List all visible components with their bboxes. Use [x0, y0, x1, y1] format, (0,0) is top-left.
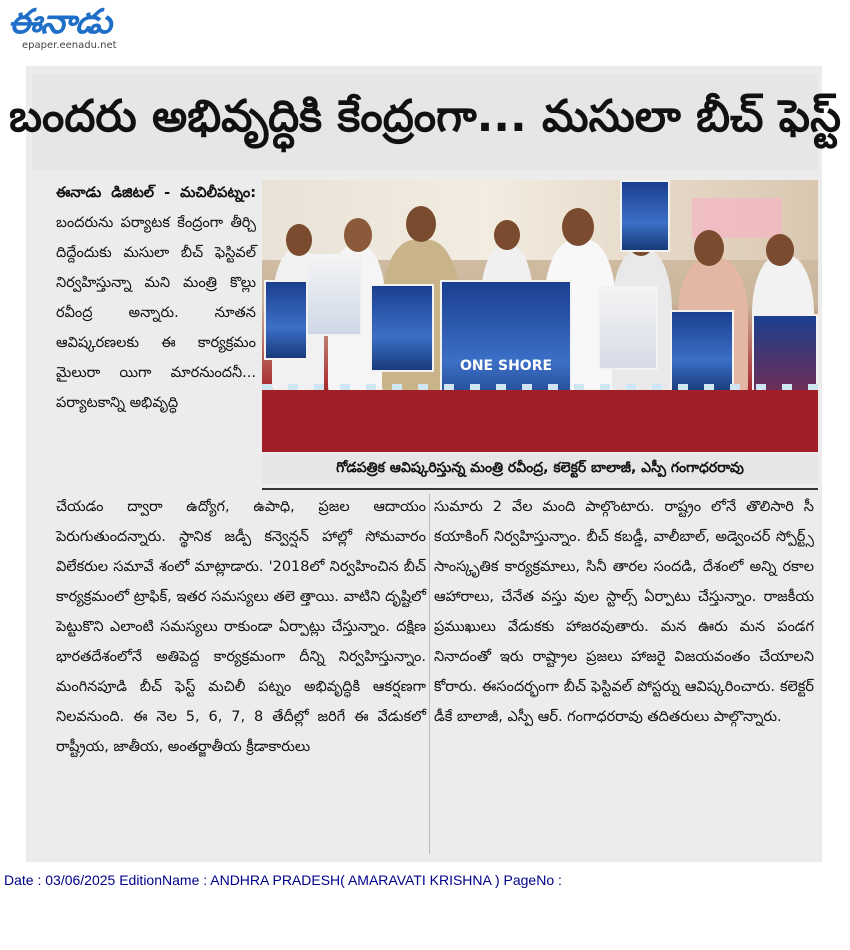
fest-poster: [264, 280, 308, 360]
fest-poster: [670, 310, 734, 394]
site-url[interactable]: epaper.eenadu.net: [22, 40, 117, 51]
dais-table: [262, 390, 818, 452]
person-head: [562, 208, 594, 246]
headline-box: [9, 74, 841, 170]
fest-poster: [620, 180, 670, 252]
person-head: [494, 220, 520, 250]
fest-poster: [598, 286, 658, 370]
fest-poster: [306, 254, 362, 336]
masthead: [8, 4, 148, 56]
person-head: [694, 230, 724, 266]
newspaper-logo[interactable]: ఈనాడు: [8, 2, 112, 42]
person-head: [406, 206, 436, 242]
dateline: ఈనాడు డిజిటల్ - మచిలీపట్నం:: [56, 185, 256, 201]
article-column-2: [56, 492, 426, 762]
photo-caption: గోడపత్రిక ఆవిష్కరిస్తున్న మంత్రి రవీంద్ర, కలెక్టర్ బాలాజీ, ఎస్పీ గంగాధరరావు: [262, 454, 818, 484]
article-column-1: [56, 178, 256, 418]
caption-divider: [262, 488, 818, 490]
poster-title: ONE SHORE: [459, 358, 553, 374]
article-photo: [262, 180, 818, 452]
article-column-3: [434, 492, 814, 732]
column-1-text: బందరును పర్యాటక కేంద్రంగా తీర్చి దిద్దేందుకు మసులా బీచ్ ఫెస్టివల్ నిర్వహిస్తున్నా మని మంత్రి కొల్లు రవీంద్ర అన్నారు. నూతన ఆవిష్కరణలకు ఈ కార్యక్రమం మైలురా యిగా మారనుందనీ... పర్యాటకాన్ని అభివృద్ధి: [56, 215, 256, 411]
column-3-text: సుమారు 2 వేల మంది పాల్గొంటారు. రాష్ట్రం లోనే తొలిసారి సీ కయాకింగ్ నిర్వహిస్తున్నాం. బీచ్ కబడ్డీ, వాలీబాల్, అడ్వెంచర్ స్పోర్ట్స్ సాంస్కృతిక కార్యక్రమాలు, సినీ తారల సందడి, దేశంలో అన్ని రకాల ఆహారాలు, చేనేత వస్తు వుల స్టాల్స్ ఏర్పాటు చేస్తున్నాం. రాజకీయ ప్రముఖులు వేడుకకు హాజరవుతారు. మన ఊరు మన పండగ నినాదంతో ఇరు రాష్ట్రాల ప్రజలు హాజరై విజయవంతం చేయాలని కోరారు. ఈసందర్భంగా బీచ్ ఫెస్టివల్ పోస్టర్ను ఆవిష్కరించారు. కలెక్టర్ డీకే బాలాజీ, ఎస్పీ ఆర్. గంగాధరరావు తదితరులు పాల్గొన్నారు.: [434, 499, 814, 725]
person-head: [344, 218, 372, 252]
column-divider: [429, 494, 430, 854]
person-head: [766, 234, 794, 266]
fest-poster: [370, 284, 434, 372]
edition-footer: Date : 03/06/2025 EditionName : ANDHRA PRADESH( AMARAVATI KRISHNA ) PageNo :: [4, 872, 562, 888]
person-head: [286, 224, 312, 256]
article-headline: బందరు అభివృద్ధికి కేంద్రంగా... మసులా బీచ్ ఫెస్ట్: [9, 91, 841, 142]
column-2-text: చేయడం ద్వారా ఉద్యోగ, ఉపాధి, ప్రజల ఆదాయం పెరుగుతుందన్నారు. స్థానిక జడ్పీ కన్వెన్షన్ హాల్లో సోమవారం విలేకరుల సమావే శంలో మాట్లాడారు. '2018లో నిర్వహించిన బీచ్ కార్యక్రమంలో ట్రాఫిక్, ఇతర సమస్యలు తలె త్తాయి. వాటిని దృష్టిలో పెట్టుకొని ఎలాంటి సమస్యలు రాకుండా ఏర్పాట్లు చేస్తున్నాం. దక్షిణ భారతదేశంలోనే అతిపెద్ద కార్యక్రమంగా దీన్ని నిర్వహిస్తున్నాం. మంగినపూడి బీచ్ ఫెస్ట్ మచిలీ పట్నం అభివృద్ధికి ఆకర్షణగా నిలవనుంది. ఈ నెల 5, 6, 7, 8 తేదీల్లో జరిగే ఈ వేడుకలో రాష్ట్రీయ, జాతీయ, అంతర్జాతీయ క్రీడాకారులు: [56, 499, 426, 755]
